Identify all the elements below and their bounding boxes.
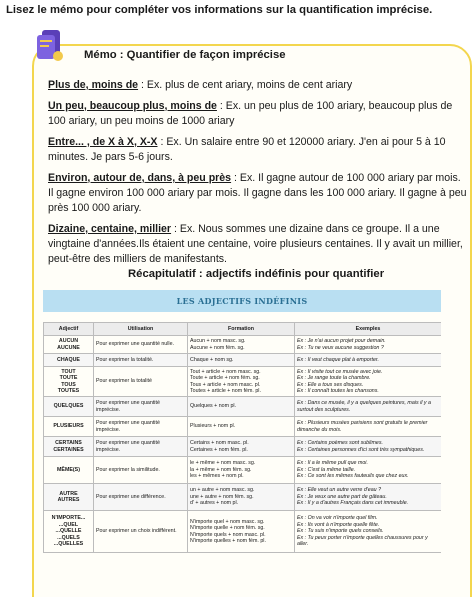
table-row — [44, 336, 442, 354]
cell-utilisation: Pour exprimer une différence. — [94, 484, 188, 511]
recap-title: Récapitulatif : adjectifs indéfinis pour quantifier — [128, 268, 385, 280]
cell-adjectif: AUCUN AUCUNE — [44, 336, 94, 354]
adjectives-table — [43, 322, 441, 553]
cell-formation: le + même + nom masc. sg. la + même + nom fém. sg. les + mêmes + nom pl. — [188, 457, 295, 484]
table-row — [44, 367, 442, 397]
cell-utilisation: Pour exprimer une quantité imprécise. — [94, 417, 188, 437]
memo-title: Mémo : Quantifier de façon imprécise — [84, 49, 286, 61]
cell-formation: un + autre + nom masc. sg. une + autre + nom fém. sg. d' + autres + nom pl. — [188, 484, 295, 511]
memo-item: Un peu, beaucoup plus, moins de : Ex. un peu plus de 100 ariary, beaucoup plus de 100 ariary, un peu moins de 1000 ariary — [48, 99, 453, 127]
table-row — [44, 511, 442, 553]
cell-formation: Tout + article + nom masc. sg. Toute + article + nom fém. sg. Tous + article + nom masc. pl. Toutes + article + nom fém. pl. — [188, 367, 295, 397]
cell-adjectif: QUELQUES — [44, 397, 94, 417]
cell-formation: Certains + nom masc. pl. Certaines + nom fém. pl. — [188, 437, 295, 457]
cell-utilisation: Pour exprimer un choix indifférent. — [94, 511, 188, 553]
memo-body — [48, 78, 468, 273]
adjectives-table-figure — [43, 290, 441, 597]
table-row — [44, 397, 442, 417]
cell-utilisation: Pour exprimer la totalité — [94, 367, 188, 397]
instruction-text: Lisez le mémo pour compléter vos informations sur la quantification imprécise. — [6, 4, 433, 16]
cell-utilisation: Pour exprimer la totalité. — [94, 354, 188, 367]
table-banner: LES ADJECTIFS INDÉFINIS — [43, 290, 441, 312]
cell-adjectif: CHAQUE — [44, 354, 94, 367]
cell-exemples: Ex : Il visite tout ce musée avec joie. Ex : Je range toute la chambre. Ex : Elle a tous ses disques. Ex : Il connaît toutes les chansons. — [295, 367, 442, 397]
cell-formation: Quelques + nom pl. — [188, 397, 295, 417]
cell-utilisation: Pour exprimer une quantité imprécise. — [94, 437, 188, 457]
cell-exemples: Ex : On va voir n'importe quel film. Ex : Ils vont à n'importe quelle fête. Ex : Tu suis n'importe quels conseils. Ex : Tu peux porter n'importe quelles chaussures pour y aller. — [295, 511, 442, 553]
notebook-icon — [34, 28, 64, 62]
cell-utilisation: Pour exprimer une quantité nulle. — [94, 336, 188, 354]
cell-adjectif: N'IMPORTE... ...QUEL ...QUELLE ...QUELS ...QUELLES — [44, 511, 94, 553]
table-row — [44, 417, 442, 437]
memo-item: Entre... , de X à X, X-X : Ex. Un salaire entre 90 et 120000 ariary. J'en ai pour 5 à 10 minutes. Je pars 5-6 jours. — [48, 135, 446, 163]
cell-adjectif: MÊME(S) — [44, 457, 94, 484]
header-formation: Formation — [188, 323, 295, 336]
cell-exemples: Ex : Plusieurs musées parisiens sont gratuits le premier dimanche du mois. — [295, 417, 442, 437]
cell-exemples: Ex : Il veut chaque plat à emporter. — [295, 354, 442, 367]
header-adjectif: Adjectif — [44, 323, 94, 336]
cell-exemples: Ex : Il a le même pull que moi. Ex : C'est la même taille. Ex : Ce sont les mêmes fauteuils que chez eux. — [295, 457, 442, 484]
cell-exemples: Ex : Elle veut un autre verre d'eau ? Ex : Je veux une autre part de gâteau. Ex : Il y a d'autres Français dans cet immeuble. — [295, 484, 442, 511]
cell-exemples: Ex : Certains poèmes sont sublimes. Ex : Certaines personnes d'ici sont très sympathiques. — [295, 437, 442, 457]
table-row — [44, 484, 442, 511]
cell-adjectif: CERTAINS CERTAINES — [44, 437, 94, 457]
table-row — [44, 437, 442, 457]
cell-formation: Plusieurs + nom pl. — [188, 417, 295, 437]
table-row — [44, 354, 442, 367]
cell-exemples: Ex : Dans ce musée, il y a quelques peintures, mais il y a surtout des sculptures. — [295, 397, 442, 417]
cell-formation: Aucun + nom masc. sg. Aucune + nom fém. sg. — [188, 336, 295, 354]
table-header-row — [44, 323, 442, 336]
cell-formation: N'importe quel + nom masc. sg. N'importe quelle + nom fém. sg. N'importe quels + nom masc. pl. N'importe quelles + nom fém. pl. — [188, 511, 295, 553]
memo-item: Plus de, moins de : Ex. plus de cent ariary, moins de cent ariary — [48, 79, 353, 91]
cell-exemples: Ex : Je n'ai aucun projet pour demain. Ex : Tu ne veux aucune suggestion ? — [295, 336, 442, 354]
cell-utilisation: Pour exprimer la similitude. — [94, 457, 188, 484]
cell-adjectif: AUTRE AUTRES — [44, 484, 94, 511]
header-utilisation: Utilisation — [94, 323, 188, 336]
header-exemples: Exemples — [295, 323, 442, 336]
table-row — [44, 457, 442, 484]
cell-utilisation: Pour exprimer une quantité imprécise. — [94, 397, 188, 417]
cell-adjectif: TOUT TOUTE TOUS TOUTES — [44, 367, 94, 397]
cell-formation: Chaque + nom sg. — [188, 354, 295, 367]
cell-adjectif: PLUSIEURS — [44, 417, 94, 437]
memo-item: Dizaine, centaine, millier : Ex. Nous sommes une dizaine dans ce groupe. Il a une vingtaine d'années.Ils étaient une centaine, voire plusieurs centaines. Il y avait un millier, peut-être des milliers de manifestants. — [48, 223, 463, 266]
memo-item: Environ, autour de, dans, à peu près : Ex. Il gagne autour de 100 000 ariary par mois. Il gagne environ 100 000 ariary par mois. Il gagne dans les 100 000 ariary. Il gagne à peu près 100 000 ariary. — [48, 171, 467, 215]
